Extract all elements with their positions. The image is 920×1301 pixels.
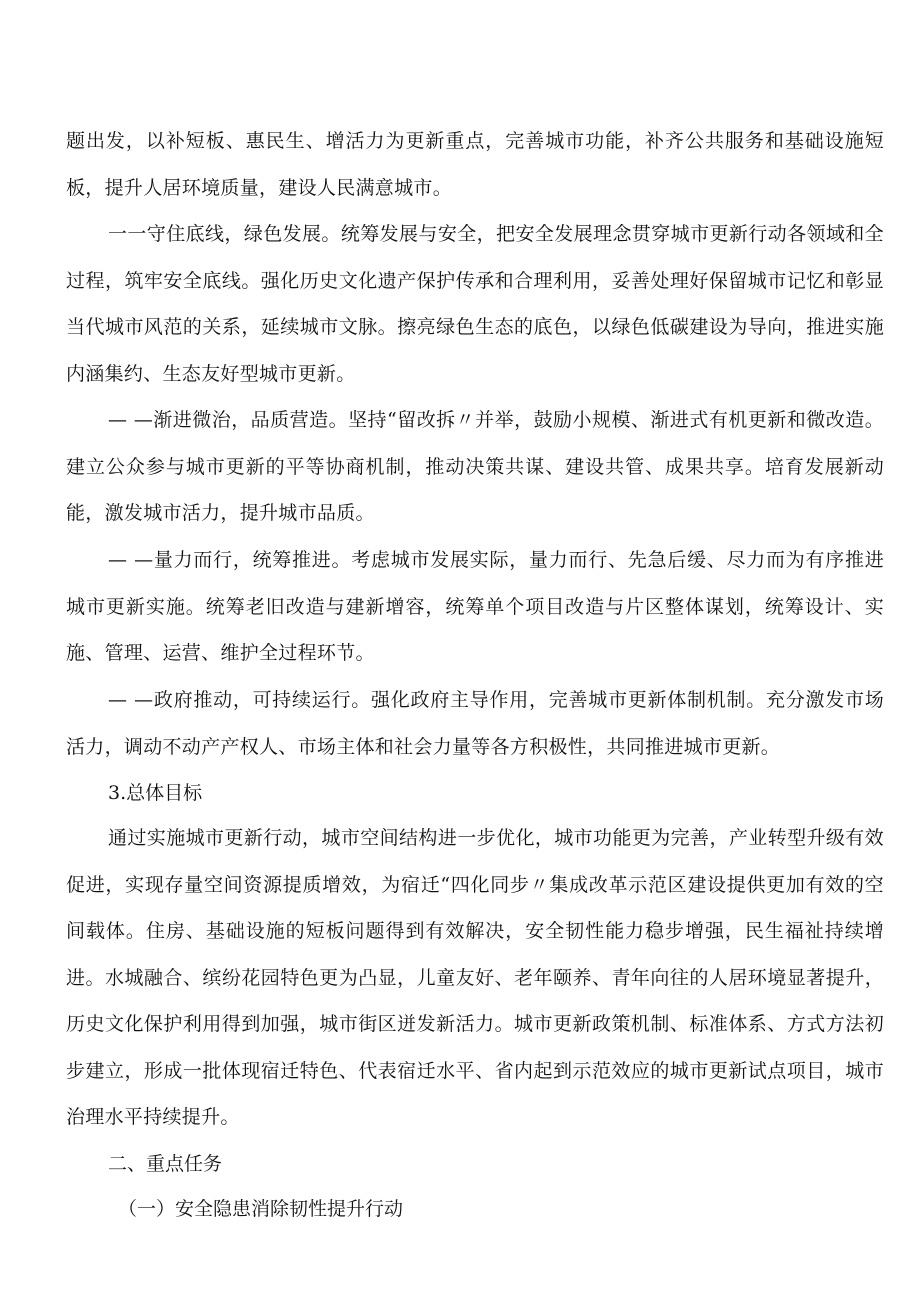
heading-action-one-safety-resilience: （一）安全隐患消除韧性提升行动 bbox=[118, 1198, 404, 1220]
paragraph-capacity-coordination: — —量力而行，统筹推进。考虑城市发展实际，量力而行、先急后缓、尽力而为有序推进城市更新实施。统筹老旧改造与建新增容，统筹单个项目改造与片区整体谋划，统筹设计、实施、管理、运营、维护全过程环节。 bbox=[66, 549, 884, 664]
paragraph-bottom-line-green-development: 一一守住底线，绿色发展。统筹发展与安全，把安全发展理念贯穿城市更新行动各领域和全过程，筑牢安全底线。强化历史文化遗产保护传承和合理利用，妥善处理好保留城市记忆和彰显当代城市风范的关系，延续城市文脉。擦亮绿色生态的底色，以绿色低碳建设为导向，推进实施内涵集约、生态友好型城市更新。 bbox=[66, 223, 884, 385]
paragraph-gradual-improvement: — —渐进微治，品质营造。坚持“留改拆〃并举，鼓励小规模、渐进式有机更新和微改造。建立公众参与城市更新的平等协商机制，推动决策共谋、建设共管、成果共享。培育发展新动能，激发城市活力，提升城市品质。 bbox=[66, 409, 884, 524]
heading-overall-goal: 3.总体目标 bbox=[108, 782, 203, 804]
paragraph-overall-goal: 通过实施城市更新行动，城市空间结构进一步优化，城市功能更为完善，产业转型升级有效促进，实现存量空间资源提质增效，为宿迁“四化同步〃集成改革示范区建设提供更加有效的空间载体。住房、基础设施的短板问题得到有效解决，安全韧性能力稳步增强，民生福祉持续增进。水城融合、缤纷花园特色更为凸显，儿童友好、老年颐养、青年向往的人居环境显著提升，历史文化保护利用得到加强，城市街区迸发新活力。城市更新政策机制、标准体系、方式方法初步建立，形成一批体现宿迁特色、代表宿迁水平、省内起到示范效应的城市更新试点项目，城市治理水平持续提升。 bbox=[66, 827, 884, 1128]
paragraph-continued: 题出发，以补短板、惠民生、增活力为更新重点，完善城市功能，补齐公共服务和基础设施短板，提升人居环境质量，建设人民满意城市。 bbox=[66, 130, 884, 199]
paragraph-government-promotion: — —政府推动，可持续运行。强化政府主导作用，完善城市更新体制机制。充分激发市场活力，调动不动产产权人、市场主体和社会力量等各方积极性，共同推进城市更新。 bbox=[66, 689, 884, 758]
heading-key-tasks: 二、重点任务 bbox=[108, 1153, 223, 1175]
